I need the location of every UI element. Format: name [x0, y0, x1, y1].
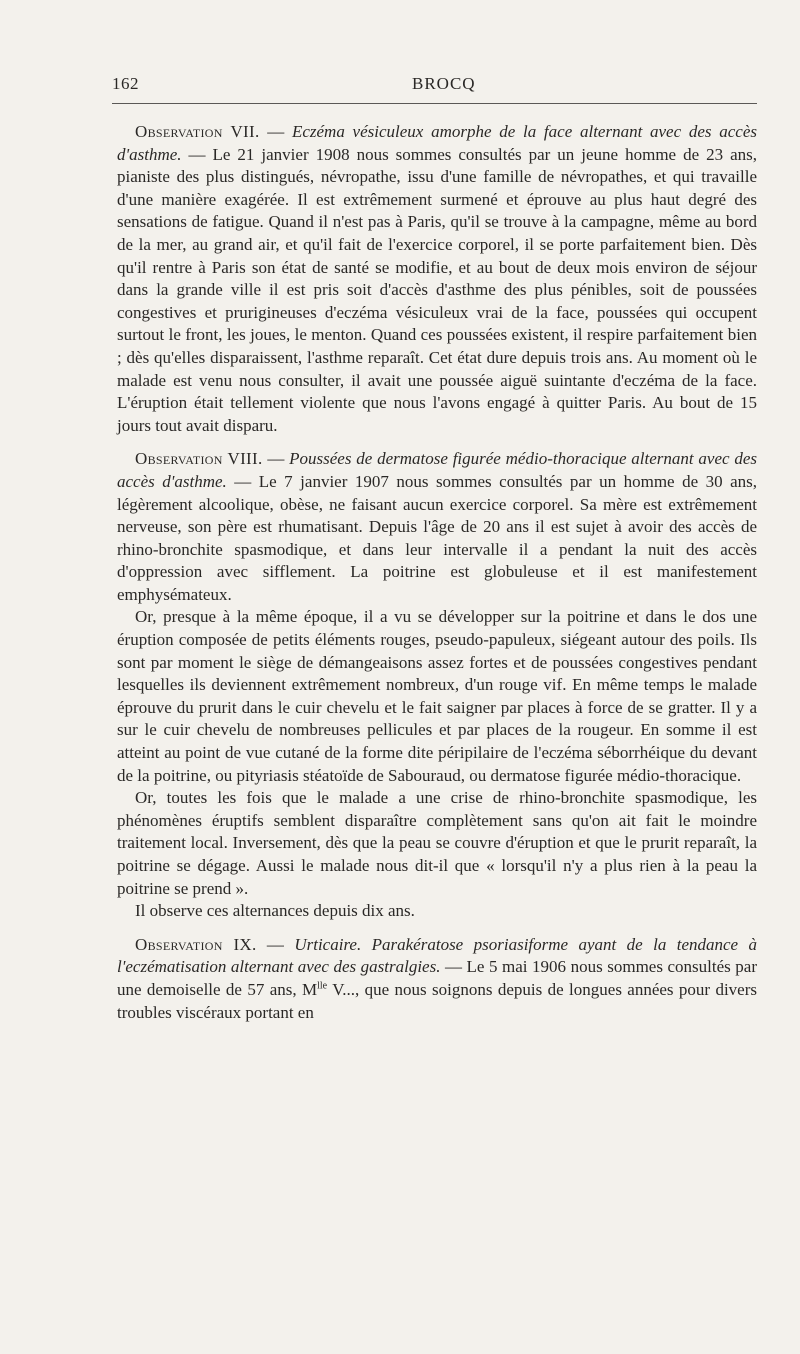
dash: —	[259, 122, 292, 141]
dash: —	[262, 449, 290, 469]
observation-label: Observation VIII.	[135, 449, 263, 469]
observation-text: — Le 21 janvier 1908 nous sommes consultés par un jeune homme de 23 ans, pianiste des plus distingués, névropathe, issu d'une famille de névropathes, et qui travaille d'une manière exagérée. Il est extrêmement surmené et éprouve au plus haut degré des sensations de fatigue. Quand il n'est pas à Paris, qu'il se trouve à la campagne, même au bord de la mer, au grand air, et qu'il fait de l'exercice corporel, il se porte parfaitement bien. Dès qu'il rentre à Paris son état de santé se modifie, et au bout de deux mois environ de séjour dans la grande ville il est pris soit d'accès d'asthme des plus pénibles, soit de poussées congestives et prurigineuses d'eczéma vésiculeux vrai de la face, poussées qui occupent surtout le front, les joues, le menton. Quand ces poussées existent, il respire parfaitement bien ; dès qu'elles disparaissent, l'asthme reparaît. Cet état dure depuis trois ans. Au moment où le malade est venu nous consulter, il avait une poussée aiguë suintante d'eczéma de la face. L'éruption était tellement violente que nous l'avons engagé à quitter Paris. Au bout de 15 jours tout avait disparu.	[117, 144, 757, 435]
observation-vii	[117, 121, 757, 437]
paragraph: Il observe ces alternances depuis dix ans.	[135, 901, 415, 921]
observation-label: Observation VII.	[135, 122, 260, 141]
page-number: 162	[112, 74, 139, 93]
paragraph: Or, presque à la même époque, il a vu se développer sur la poitrine et dans le dos une éruption composée de petits éléments rouges, pseudo-papuleux, siégeant autour des poils. Ils sont par moment le siège de démangeaisons assez fortes et de poussées congestives pendant lesquelles ils deviennent extrêmement nombreux, d'un rouge vif. En même temps le malade éprouve du prurit dans le cuir chevelu et le fait saigner par places à force de se gratter. Il y a sur le cuir chevelu de nombreuses pellicules et par places de la rougeur. En somme il est atteint au point de vue cutané de la forme dite péripilaire de l'eczéma séborrhéique du devant de la poitrine, ou pityriasis stéatoïde de Sabouraud, ou dermatose figurée médio-thoracique.	[117, 607, 757, 785]
observation-text: — Le 5 mai 1906 nous sommes consultés par une demoiselle de 57 ans, M	[117, 957, 757, 999]
page-header	[112, 74, 757, 98]
observation-label: Observation IX.	[135, 934, 257, 954]
superscript: lle	[317, 980, 328, 992]
observation-title: Poussées de dermatose figurée médio-thoracique alternant avec des accès d'asthme.	[117, 449, 758, 491]
page-body	[117, 121, 757, 1024]
observation-title: Urticaire. Parakératose psoriasiforme ayant de la tendance à l'eczématisation alternant avec des gastralgies.	[117, 934, 757, 977]
paragraph: Or, toutes les fois que le malade a une crise de rhino-bronchite spasmodique, les phénomènes éruptifs semblent disparaître complètement sans qu'on ait fait le moindre traitement local. Inversement, dès que la peau se couvre d'éruption et que le prurit reparaît, la poitrine se dégage. Aussi le malade nous dit-il que « lorsqu'il n'y a plus rien à la peau la poitrine se prend ».	[117, 788, 757, 898]
observation-ix	[117, 934, 757, 1024]
observation-text-cont: V..., que nous soignons depuis de longues années pour divers troubles viscéraux portant en	[117, 979, 757, 1022]
observation-text: — Le 7 janvier 1907 nous sommes consultés par un homme de 30 ans, légèrement alcoolique, obèse, ne faisant aucun exercice corporel. Sa mère est extrêmement nerveuse, son père est rhumatisant. Depuis l'âge de 20 ans il est sujet à avoir des accès de rhino-bronchite spasmodique, et dans leur intervalle il a pendant la nuit des accès d'oppression avec sifflement. La poitrine est globuleuse et il est manifestement emphysémateux.	[117, 471, 757, 604]
header-rule	[112, 103, 757, 104]
observation-viii	[117, 448, 757, 606]
dash: —	[256, 934, 295, 954]
observation-title: Eczéma vésiculeux amorphe de la face alternant avec des accès d'asthme.	[117, 122, 758, 164]
running-head: BROCQ	[412, 74, 476, 93]
